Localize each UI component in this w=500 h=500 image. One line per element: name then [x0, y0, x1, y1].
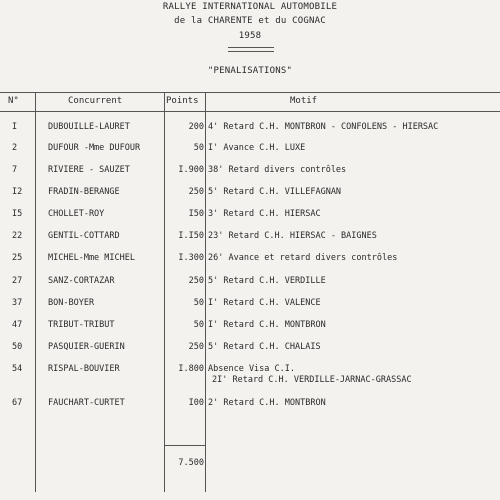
row-number: I2 — [12, 187, 23, 197]
row-points: 50 — [193, 143, 204, 153]
row-competitor: RIVIERE - SAUZET — [48, 165, 130, 175]
table-row — [0, 122, 500, 138]
row-points: 250 — [188, 276, 204, 286]
row-points: 250 — [188, 342, 204, 352]
row-competitor: DUBOUILLE-LAURET — [48, 122, 130, 132]
table-row — [0, 276, 500, 292]
total-rule — [164, 445, 206, 446]
row-reason: 5' Retard C.H. VILLEFAGNAN — [208, 187, 342, 197]
row-number: 25 — [12, 253, 23, 263]
row-reason: 2' Retard C.H. MONTBRON — [208, 398, 326, 408]
row-competitor: DUFOUR -Mme DUFOUR — [48, 143, 141, 153]
row-number: 2 — [12, 143, 18, 153]
total-points: 7.500 — [178, 458, 204, 468]
row-points: I.900 — [178, 165, 204, 175]
row-competitor: BON-BOYER — [48, 298, 95, 308]
row-points: I.800 — [178, 364, 204, 374]
document-subtitle: "PENALISATIONS" — [207, 66, 293, 76]
col-header-no: N° — [8, 96, 19, 106]
table-row — [0, 209, 500, 225]
row-reason: 23' Retard C.H. HIERSAC - BAIGNES — [208, 231, 377, 241]
table-row — [0, 143, 500, 159]
col-header-motif: Motif — [290, 96, 318, 106]
row-competitor: TRIBUT-TRIBUT — [48, 320, 115, 330]
row-competitor: RISPAL-BOUVIER — [48, 364, 120, 374]
row-reason-continued: 2I' Retard C.H. VERDILLE-JARNAC-GRASSAC — [212, 375, 412, 385]
row-reason: I' Retard C.H. MONTBRON — [208, 320, 326, 330]
table-row — [0, 165, 500, 181]
event-year: 1958 — [238, 31, 262, 41]
row-number: 47 — [12, 320, 23, 330]
table-row — [0, 187, 500, 203]
row-reason: 5' Retard C.H. VERDILLE — [208, 276, 326, 286]
row-reason: 26' Avance et retard divers contrôles — [208, 253, 398, 263]
row-reason: I' Avance C.H. LUXE — [208, 143, 306, 153]
table-row — [0, 298, 500, 314]
row-points: I00 — [188, 398, 204, 408]
row-competitor: FRADIN-BERANGE — [48, 187, 120, 197]
row-number: I — [12, 122, 18, 132]
penalties-table — [0, 92, 500, 500]
table-row — [0, 320, 500, 336]
row-number: I5 — [12, 209, 23, 219]
table-row — [0, 364, 500, 390]
event-title: RALLYE INTERNATIONAL AUTOMOBILE — [162, 2, 338, 12]
year-underline — [228, 47, 274, 52]
row-number: 22 — [12, 231, 23, 241]
row-competitor: PASQUIER-GUERIN — [48, 342, 125, 352]
row-reason: Absence Visa C.I. — [208, 364, 295, 374]
row-number: 27 — [12, 276, 23, 286]
row-number: 37 — [12, 298, 23, 308]
col-header-points: Points — [166, 96, 199, 106]
row-reason: 4' Retard C.H. MONTBRON - CONFOLENS - HIERSAC — [208, 122, 439, 132]
row-points: I.300 — [178, 253, 204, 263]
row-competitor: SANZ-CORTAZAR — [48, 276, 115, 286]
row-competitor: GENTIL-COTTARD — [48, 231, 120, 241]
table-row — [0, 398, 500, 414]
row-number: 7 — [12, 165, 18, 175]
row-points: 250 — [188, 187, 204, 197]
table-header-rule — [0, 111, 500, 112]
row-reason: 3' Retard C.H. HIERSAC — [208, 209, 321, 219]
row-reason: 5' Retard C.H. CHALAIS — [208, 342, 321, 352]
col-header-concurrent: Concurrent — [68, 96, 123, 106]
table-row — [0, 342, 500, 358]
row-points: I.I50 — [178, 231, 204, 241]
row-number: 67 — [12, 398, 23, 408]
row-number: 54 — [12, 364, 23, 374]
row-competitor: MICHEL-Mme MICHEL — [48, 253, 135, 263]
row-points: 50 — [193, 298, 204, 308]
row-points: 50 — [193, 320, 204, 330]
row-reason: I' Retard C.H. VALENCE — [208, 298, 321, 308]
row-competitor: FAUCHART-CURTET — [48, 398, 125, 408]
table-row — [0, 253, 500, 269]
table-row — [0, 231, 500, 247]
row-competitor: CHOLLET-ROY — [48, 209, 105, 219]
row-reason: 38' Retard divers contrôles — [208, 165, 347, 175]
table-top-rule — [0, 92, 500, 93]
event-region: de la CHARENTE et du COGNAC — [174, 16, 326, 26]
row-points: 200 — [188, 122, 204, 132]
row-number: 50 — [12, 342, 23, 352]
row-points: I50 — [188, 209, 204, 219]
